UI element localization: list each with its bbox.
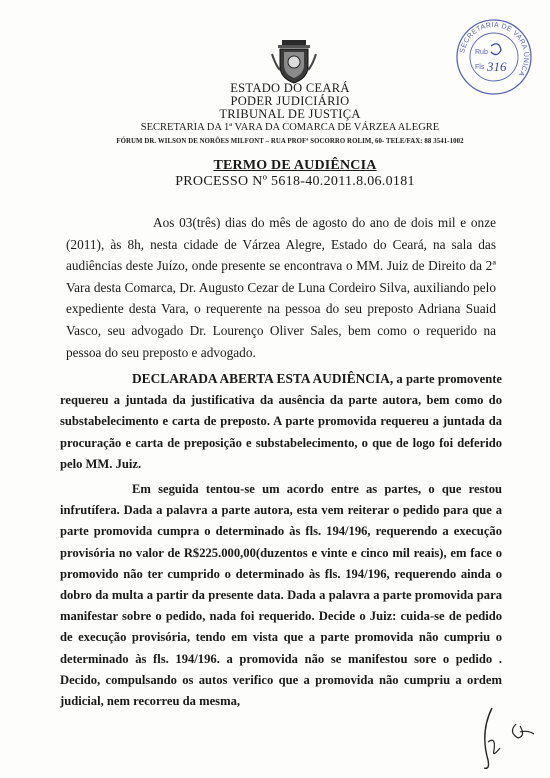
title-block	[150, 158, 440, 190]
header-state: ESTADO DO CEARÁ	[230, 81, 350, 95]
coat-of-arms-emblem	[268, 40, 320, 84]
handwritten-signature	[470, 702, 540, 772]
paragraph-2-rest: a parte promovente requereu a juntada da justificativa da ausência da parte autora, bem como do substabelecimento e carta de preposto. A parte promovida requereu a juntada da procuração e carta de preposição e substabelecimento, o que de logo foi deferido pelo MM. Juiz.	[60, 372, 502, 471]
hearing-opening-section	[66, 212, 496, 363]
header-judiciary: PODER JUDICIÁRIO	[230, 94, 350, 108]
header-tribunal: TRIBUNAL DE JUSTIÇA	[219, 107, 361, 121]
header-secretariat: SECRETARIA DA 1ª VARA DA COMARCA DE VÁRZEA ALEGRE	[140, 122, 440, 133]
secretariat-stamp	[455, 18, 533, 96]
paragraph-1: Aos 03(três) dias do mês de agosto do ano de dois mil e onze (2011), às 8h, nesta cidade de Várzea Alegre, Estado do Ceará, na sala das audiências deste Juízo, onde presente se encontrava o MM. Juiz de Direito da 2ª Vara desta Comarca, Dr. Augusto Cezar de Luna Cordeiro Silva, auxiliando pelo expediente desta Vara, o requerente na pessoa do seu preposto Adriana Suaid Vasco, seu advogado Dr. Lourenço Oliver Sales, bem como o requerido na pessoa do seu preposto e advogado.	[66, 215, 496, 360]
stamp-ring-text: SECRETARIA DE VARA ÚNICA	[459, 21, 530, 78]
hearing-proceedings-section	[60, 368, 502, 725]
paragraph-2	[60, 368, 502, 475]
paragraph-2-caps: DECLARADA ABERTA ESTA AUDIÊNCIA,	[132, 371, 394, 386]
process-number: PROCESSO Nº 5618-40.2011.8.06.0181	[175, 174, 415, 189]
stamp-rub-label: Rub	[475, 49, 488, 56]
document-title: TERMO DE AUDIÊNCIA	[213, 158, 377, 173]
header-forum-address: FÓRUM DR. WILSON DE NORÕES MILFONT – RUA PROFª SOCORRO ROLIM, 60- TELE/FAX: 88 3541-1002	[116, 138, 464, 145]
stamp-fls-label: Fls	[475, 64, 485, 71]
paragraph-3: Em seguida tentou-se um acordo entre as partes, o que restou infrutífera. Dada a palavra a parte autora, esta vem reiterar o pedido para que a parte promovida cumpra o determinado às fls. 194/196, requerendo a execução provisória no valor de R$225.000,00(duzentos e vinte e cinco mil reais), em face o promovido não ter cumprido o determinado às fls. 194/196, requerendo ainda o dobro da multa a partir da presente data. Dada a palavra a parte promovida para manifestar sobre o pedido, nada foi requerido. Decide o Juiz: cuida-se de pedido de execução provisória, tendo em vista que a parte promovida não cumpriu o determinado às fls. 194/196. a promovida não se manifestou sore o pedido . Decido, compulsando os autos verifico que a promovida não cumpriu a ordem judicial, nem recorreu da mesma,	[60, 482, 502, 709]
stamp-initials-mark	[491, 44, 501, 55]
stamp-fls-value: 316	[487, 59, 507, 74]
court-header	[60, 82, 520, 148]
